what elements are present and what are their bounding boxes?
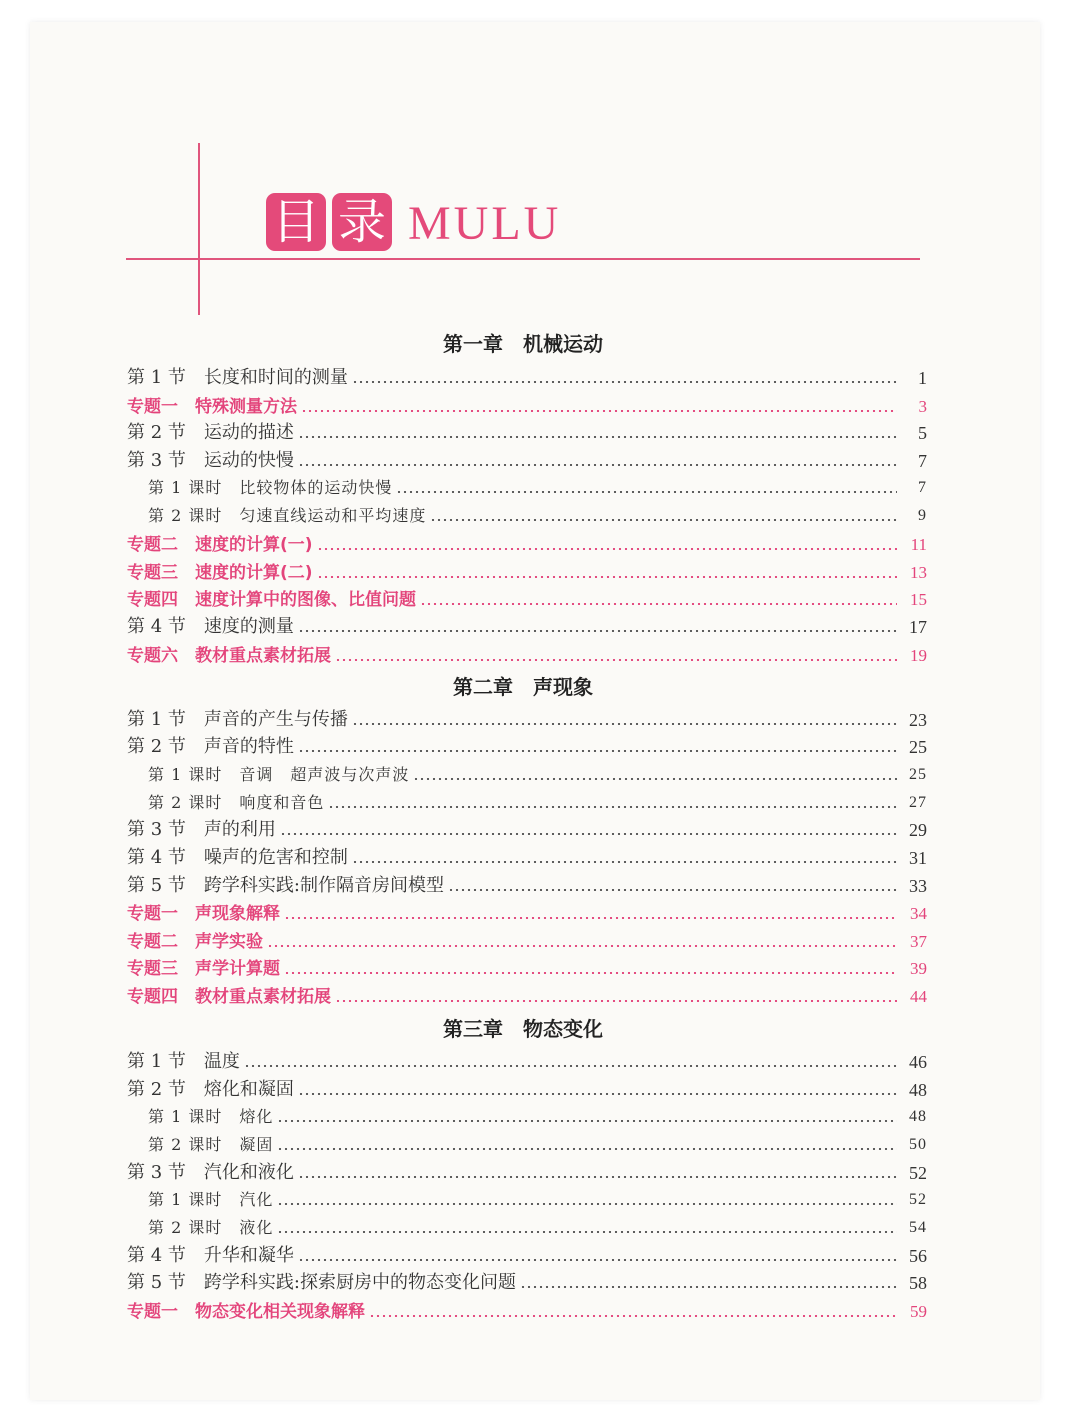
toc-entry[interactable]	[127, 1045, 927, 1073]
chapter-title: 第三章 物态变化	[443, 1017, 603, 1041]
entry-label: 专题四 速度计算中的图像、比值问题	[127, 590, 416, 610]
entry-page: 34	[910, 904, 927, 923]
toc-entry[interactable]	[127, 703, 927, 731]
dot-leader	[277, 1231, 897, 1233]
dot-leader	[520, 1286, 897, 1288]
dot-leader	[298, 630, 897, 632]
entry-page: 33	[909, 876, 927, 896]
dot-leader	[430, 519, 897, 521]
dot-leader	[280, 833, 897, 835]
decorative-horizontal-line	[126, 258, 920, 260]
dot-leader	[244, 1065, 897, 1067]
dot-leader	[298, 464, 897, 466]
entry-label: 第 2 节 熔化和凝固	[127, 1079, 294, 1100]
dot-leader	[298, 1259, 897, 1261]
entry-label: 第 2 课时 响度和音色	[148, 793, 325, 812]
toc-entry-topic[interactable]	[127, 952, 927, 980]
dot-leader	[277, 1120, 897, 1122]
entry-page: 29	[909, 820, 927, 840]
entry-label: 第 2 节 运动的描述	[127, 422, 294, 443]
entry-label: 第 3 节 汽化和液化	[127, 1162, 294, 1183]
toc-entry-lesson[interactable]	[148, 471, 927, 499]
dot-leader	[413, 778, 897, 780]
toc-entry-topic[interactable]	[127, 980, 927, 1008]
toc-entry-topic[interactable]	[127, 1295, 927, 1323]
entry-label: 专题四 教材重点素材拓展	[127, 987, 331, 1007]
toc-entry-topic[interactable]	[127, 925, 927, 953]
toc-entry[interactable]	[127, 1073, 927, 1101]
entry-label: 第 1 课时 音调 超声波与次声波	[148, 765, 410, 784]
toc-entry-lesson[interactable]	[148, 1100, 927, 1128]
dot-leader	[298, 750, 897, 752]
entry-label: 第 5 节 跨学科实践:制作隔音房间模型	[127, 875, 444, 896]
entry-page: 56	[909, 1246, 927, 1266]
entry-page: 52	[909, 1163, 927, 1183]
entry-page: 48	[909, 1080, 927, 1100]
entry-page: 5	[918, 423, 927, 443]
toc-entry-lesson[interactable]	[148, 786, 927, 814]
entry-page: 23	[909, 710, 927, 730]
entry-label: 第 2 课时 液化	[148, 1218, 274, 1237]
entry-label: 专题一 声现象解释	[127, 904, 280, 924]
dot-leader	[284, 972, 897, 974]
dot-leader	[298, 1176, 897, 1178]
entry-label: 第 2 课时 匀速直线运动和平均速度	[148, 506, 427, 525]
entry-label: 专题三 速度的计算(二)	[127, 563, 313, 583]
entry-label: 专题二 速度的计算(一)	[127, 535, 313, 555]
chapter-title: 第二章 声现象	[453, 675, 593, 699]
dot-leader	[335, 1000, 897, 1002]
entry-label: 专题一 特殊测量方法	[127, 397, 297, 417]
dot-leader	[267, 945, 897, 947]
toc-entry-lesson[interactable]	[148, 1183, 927, 1211]
entry-label: 第 5 节 跨学科实践:探索厨房中的物态变化问题	[127, 1272, 516, 1293]
toc-entry[interactable]	[127, 610, 927, 638]
entry-page: 1	[918, 368, 927, 388]
dot-leader	[277, 1148, 897, 1150]
entry-page: 52	[909, 1191, 927, 1208]
entry-label: 第 4 节 噪声的危害和控制	[127, 847, 348, 868]
dot-leader	[420, 603, 897, 605]
toc-entry[interactable]	[127, 416, 927, 444]
dot-leader	[317, 548, 897, 550]
dot-leader	[301, 410, 897, 412]
entry-label: 第 4 节 速度的测量	[127, 616, 294, 637]
entry-page: 9	[918, 507, 927, 524]
toc-entry-lesson[interactable]	[148, 758, 927, 786]
title-char-box-2: 录	[332, 193, 392, 251]
entry-page: 37	[910, 932, 927, 951]
toc-entry[interactable]	[127, 841, 927, 869]
toc-entry-lesson[interactable]	[148, 499, 927, 527]
toc-entry[interactable]	[127, 730, 927, 758]
dot-leader	[448, 889, 897, 891]
entry-label: 专题三 声学计算题	[127, 959, 280, 979]
entry-label: 第 4 节 升华和凝华	[127, 1245, 294, 1266]
entry-page: 31	[909, 848, 927, 868]
toc-entry[interactable]	[127, 361, 927, 389]
toc-entry[interactable]	[127, 1239, 927, 1267]
dot-leader	[284, 917, 897, 919]
dot-leader	[335, 659, 897, 661]
toc-entry-lesson[interactable]	[148, 1128, 927, 1156]
entry-page: 3	[918, 397, 927, 416]
dot-leader	[298, 436, 897, 438]
toc-entry[interactable]	[127, 1156, 927, 1184]
entry-page: 11	[910, 535, 927, 554]
toc-entry-lesson[interactable]	[148, 1211, 927, 1239]
entry-label: 第 1 节 声音的产生与传播	[127, 709, 348, 730]
toc-entry-topic[interactable]	[127, 528, 927, 556]
toc-entry[interactable]	[127, 444, 927, 472]
entry-page: 46	[909, 1052, 927, 1072]
entry-label: 第 1 课时 汽化	[148, 1190, 274, 1209]
entry-page: 13	[910, 563, 927, 582]
entry-page: 58	[909, 1273, 927, 1293]
entry-label: 第 2 节 声音的特性	[127, 736, 294, 757]
dot-leader	[352, 723, 897, 725]
entry-label: 第 3 节 运动的快慢	[127, 450, 294, 471]
dot-leader	[396, 491, 897, 493]
entry-page: 7	[918, 451, 927, 471]
toc-entry-topic[interactable]	[127, 390, 927, 418]
toc-entry[interactable]	[127, 1266, 927, 1294]
dot-leader	[352, 381, 897, 383]
entry-page: 48	[909, 1108, 927, 1125]
entry-page: 15	[910, 590, 927, 609]
entry-label: 第 2 课时 凝固	[148, 1135, 274, 1154]
dot-leader	[352, 861, 897, 863]
entry-page: 7	[918, 479, 927, 496]
toc-entry-topic[interactable]	[127, 556, 927, 584]
entry-label: 第 3 节 声的利用	[127, 819, 276, 840]
entry-label: 专题六 教材重点素材拓展	[127, 646, 331, 666]
entry-page: 25	[909, 737, 927, 757]
entry-label: 第 1 节 温度	[127, 1051, 240, 1072]
entry-page: 50	[909, 1136, 927, 1153]
toc-entry-topic[interactable]	[127, 639, 927, 667]
entry-label: 第 1 节 长度和时间的测量	[127, 367, 348, 388]
entry-label: 第 1 课时 熔化	[148, 1107, 274, 1126]
entry-page: 27	[909, 794, 927, 811]
title-char-box-1: 目	[266, 193, 326, 251]
dot-leader	[317, 576, 897, 578]
entry-label: 第 1 课时 比较物体的运动快慢	[148, 478, 393, 497]
entry-page: 54	[909, 1219, 927, 1236]
toc-entry[interactable]	[127, 869, 927, 897]
title-latin: MULU	[408, 197, 562, 250]
entry-label: 专题一 物态变化相关现象解释	[127, 1302, 365, 1322]
dot-leader	[369, 1315, 897, 1317]
entry-page: 39	[910, 959, 927, 978]
decorative-vertical-line	[198, 143, 200, 315]
dot-leader	[277, 1203, 897, 1205]
toc-entry-topic[interactable]	[127, 897, 927, 925]
entry-page: 59	[910, 1302, 927, 1321]
entry-page: 44	[910, 987, 927, 1006]
toc-entry-topic[interactable]	[127, 583, 927, 611]
entry-page: 17	[909, 617, 927, 637]
dot-leader	[298, 1093, 897, 1095]
dot-leader	[328, 806, 897, 808]
entry-label: 专题二 声学实验	[127, 932, 263, 952]
entry-page: 19	[910, 646, 927, 665]
toc-entry[interactable]	[127, 813, 927, 841]
entry-page: 25	[909, 766, 927, 783]
chapter-title: 第一章 机械运动	[443, 332, 603, 356]
